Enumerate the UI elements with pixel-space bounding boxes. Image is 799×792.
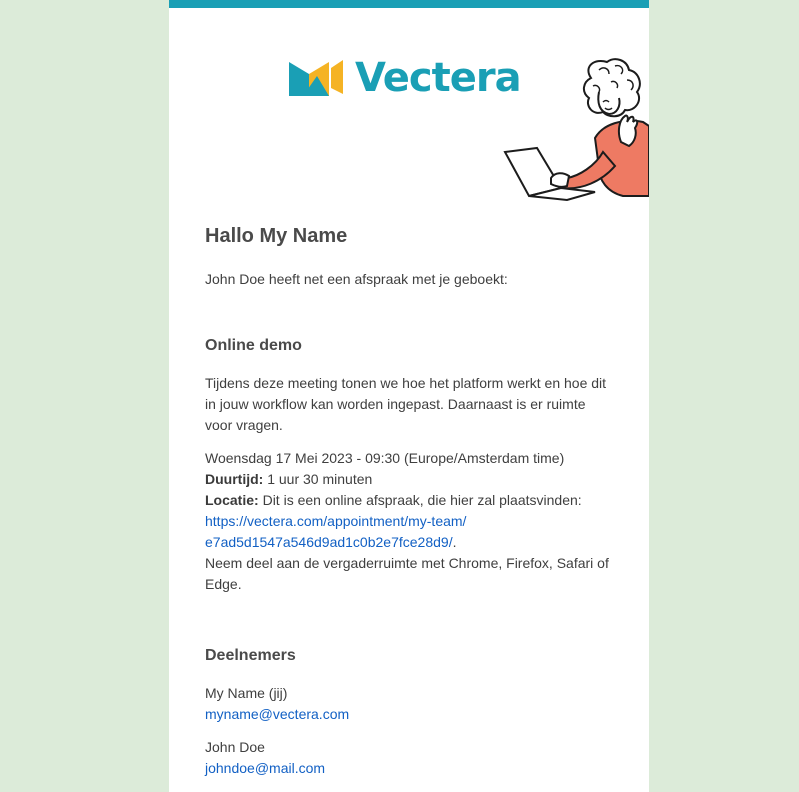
participant-email-link[interactable]: johndoe@mail.com [205,760,326,776]
location-text: Dit is een online afspraak, die hier zal plaatsvinden: [262,492,582,508]
participant-item [205,683,615,725]
vectera-logo [289,56,521,100]
meeting-link-line2: e7ad5d1547a546d9ad1c0b2e7fce28d9/ [205,534,453,550]
browser-info: Neem deel aan de vergaderruimte met Chrome, Firefox, Safari of Edge. [205,555,609,592]
duration-label: Duurtijd: [205,471,264,487]
email-content [205,222,615,791]
logo-wordmark: Vectera [355,55,521,101]
participant-name: John Doe [205,739,265,755]
greeting-heading: Hallo My Name [205,225,348,247]
person-with-laptop-illustration [503,56,649,204]
meeting-title: Online demo [205,337,302,354]
participant-name: My Name (jij) [205,685,288,701]
link-suffix: . [452,534,457,550]
participant-email-link[interactable]: myname@vectera.com [205,706,350,722]
meeting-datetime: Woensdag 17 Mei 2023 - 09:30 (Europe/Amsterdam time) [205,450,565,466]
meeting-link-line1: https://vectera.com/appointment/my-team/ [205,513,467,529]
meeting-link[interactable] [205,513,466,550]
meeting-description: Tijdens deze meeting tonen we hoe het platform werkt en hoe dit in jouw workflow kan worden ingepast. Daarnaast is er ruimte voor vragen. [205,375,607,433]
participant-item [205,737,615,779]
location-label: Locatie: [205,492,259,508]
vectera-logo-icon [289,60,345,96]
intro-text: John Doe heeft net een afspraak met je geboekt: [205,271,508,287]
top-accent-bar [169,0,649,8]
duration-value: 1 uur 30 minuten [267,471,373,487]
meeting-details [205,448,615,595]
email-card [169,0,649,792]
participants-title: Deelnemers [205,647,296,664]
